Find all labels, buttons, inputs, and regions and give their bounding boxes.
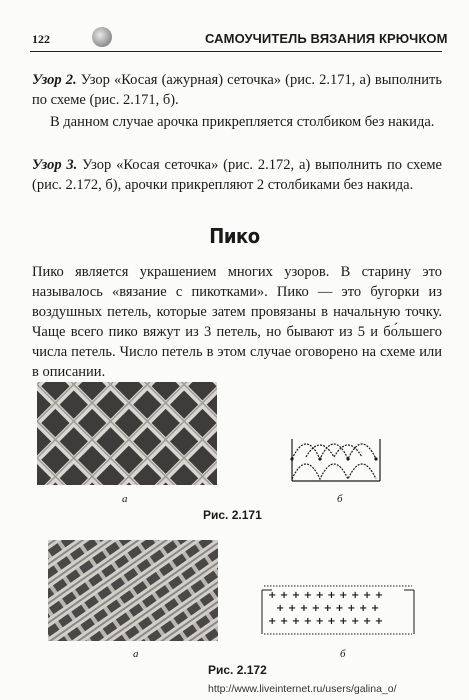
running-title: САМОУЧИТЕЛЬ ВЯЗАНИЯ КРЮЧКОМ [205,31,448,46]
figure1-caption: Рис. 2.171 [203,508,262,522]
figure2-label-b: б [340,648,346,660]
figure2-scheme [258,584,418,640]
section-heading: Пико [209,224,260,248]
figure1-photo [37,382,217,485]
figure2-caption: Рис. 2.172 [208,663,267,677]
figure2-label-a: а [133,648,139,660]
pattern3-text: Узор «Косая сеточка» (рис. 2.172, а) выполнить по схеме (рис. 2.172, б), арочки прикрепляют 2 столбиками без накида. [32,157,442,193]
svg-text:+ + + + + + + + + +: + + + + + + + + + + [268,616,384,627]
figure1-scheme [288,427,386,485]
watermark-url: http://www.liveinternet.ru/users/galina_o/ [208,683,397,695]
book-emblem-icon [92,27,112,47]
pattern3-paragraph [32,155,442,195]
page-number: 122 [32,32,50,46]
pattern2-lead: Узор 2. [32,72,77,88]
figure2-photo [48,540,218,641]
pattern3-lead: Узор 3. [32,157,78,173]
pattern2-text: Узор «Косая (ажурная) сеточка» (рис. 2.171, а) выполнить по схеме (рис. 2.171, б). [32,72,442,108]
section-body: Пико является украшением многих узоров. В старину это называлось «вязание с пикотками». Пико — это бугорки из воздушных петель, которые затем провязаны в начальную точку. Чаще всего пико вяжут из 3 петель, но бывают из 5 и бо́льшего числа петель. Число петель в этом случае оговорено на схеме или в описании. [32,264,442,380]
figure1-label-b: б [337,493,343,505]
svg-text:+ + + + + + + + + +: + + + + + + + + + + [268,590,384,601]
svg-text:+ + + + + + + + +: + + + + + + + + + [276,603,380,614]
pattern2-paragraph [32,70,442,110]
header-rule [30,51,442,52]
figure1-label-a: а [122,493,128,505]
pattern2-note: В данном случае арочка прикрепляется столбиком без накида. [50,114,435,130]
